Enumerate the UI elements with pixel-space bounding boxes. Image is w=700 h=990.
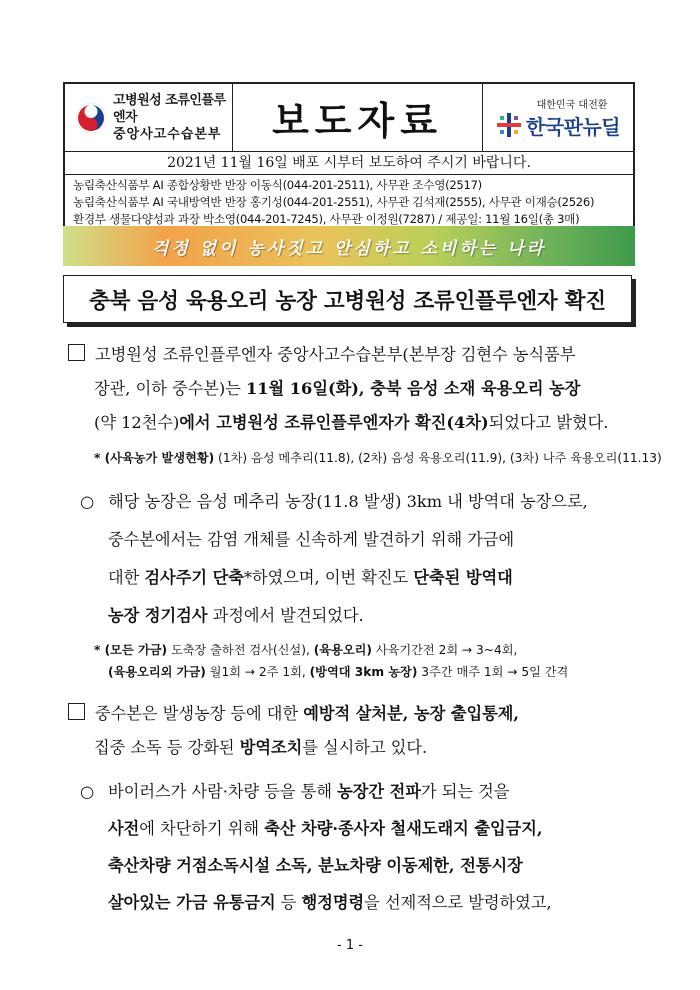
org-name-line2: 중앙사고수습본부 bbox=[113, 127, 222, 142]
text-run: 행정명령 bbox=[301, 893, 365, 912]
circle-bullet-icon: ○ bbox=[80, 782, 95, 801]
embargo-notice: 2021년 11월 16일 배포 시부터 보도하여 주시기 바랍니다. bbox=[65, 152, 633, 175]
footnote-line bbox=[94, 640, 517, 660]
paragraph-line bbox=[68, 697, 519, 731]
text-run: 과정에서 발견되었다. bbox=[207, 606, 364, 625]
headline: 충북 음성 육용오리 농장 고병원성 조류인플루엔자 확진 bbox=[89, 288, 606, 314]
paragraph-line bbox=[68, 338, 575, 372]
text-run: 에서 고병원성 조류인플루엔자가 확진(4차) bbox=[179, 413, 489, 432]
new-deal-logo-block bbox=[483, 84, 633, 151]
paragraph-line bbox=[80, 485, 588, 519]
paragraph-line bbox=[108, 599, 364, 633]
text-run: 방역조치 bbox=[239, 738, 303, 757]
footnote-line bbox=[108, 662, 568, 682]
text-run: 3주간 매주 1회 → 5일 간격 bbox=[417, 665, 569, 679]
text-run: 등 bbox=[275, 893, 302, 912]
text-run: 대한 bbox=[108, 568, 145, 587]
paragraph-line bbox=[94, 372, 580, 406]
header-top-row bbox=[65, 84, 633, 152]
org-name-line1: 고병원성 조류인플루엔자 bbox=[113, 93, 226, 125]
text-run: 축산 차량·종사자 철새도래지 출입금지, bbox=[264, 819, 543, 838]
text-run: (방역대 3km 농장) bbox=[309, 665, 418, 679]
footnote-line bbox=[94, 448, 662, 468]
text-run: 예방적 살처분, 농장 출입통제, bbox=[303, 704, 520, 723]
text-run: 살아있는 가금 유통금지 bbox=[108, 893, 276, 912]
text-run: 고병원성 조류인플루엔자 중앙사고수습본부(본부장 김현수 농식품부 bbox=[95, 345, 576, 364]
text-run: 에 차단하기 위해 bbox=[139, 819, 265, 838]
contact-line: 환경부 생물다양성과 과장 박소영(044-201-7245), 사무관 이정원(7287) / 제공일: 11월 16일(총 3매) bbox=[73, 212, 580, 226]
text-run: 검사주기 단축 bbox=[144, 568, 244, 587]
text-run: 장관, 이하 중수본)는 bbox=[94, 379, 246, 398]
slogan-banner bbox=[63, 226, 635, 266]
page-number: - 1 - bbox=[337, 938, 363, 953]
text-run: * (사육농가 발생현황) bbox=[94, 451, 215, 465]
text-run: 축산차량 거점소독시설 소독, 분뇨차량 이동제한, 전통시장 bbox=[108, 856, 523, 875]
text-run: 을 선제적으로 발령하였고, bbox=[364, 893, 552, 912]
text-run: 되었다고 밝혔다. bbox=[488, 413, 609, 432]
ministry-logo-block bbox=[65, 84, 233, 151]
text-run: 바이러스가 사람·차량 등을 통해 bbox=[108, 782, 338, 801]
contact-line: 농림축산식품부 AI 국내방역반 반장 홍기성(044-201-2551), 사무관 김석재(2555), 사무관 이재승(2526) bbox=[73, 195, 595, 209]
paragraph-line bbox=[94, 406, 608, 440]
text-run: (1차) 음성 메추리(11.8), (2차) 음성 육용오리(11.9), (3차) 나주 육용오리(11.13) bbox=[214, 451, 662, 465]
paragraph-line bbox=[108, 849, 523, 883]
paragraph-line bbox=[108, 812, 543, 846]
text-run: 농장 정기검사 bbox=[108, 606, 208, 625]
text-run: (육용오리외 가금) bbox=[108, 665, 206, 679]
contact-line: 농림축산식품부 AI 종합상황반 반장 이동식(044-201-2511), 사무관 조수영(2517) bbox=[73, 178, 482, 192]
circle-bullet-icon: ○ bbox=[80, 492, 95, 511]
text-run: 중수본은 발생농장 등에 대한 bbox=[95, 704, 304, 723]
text-run: 를 실시하고 있다. bbox=[302, 738, 428, 757]
brand-title: 한국판뉴딜 bbox=[525, 114, 621, 139]
contact-list bbox=[65, 175, 633, 231]
taegeuk-emblem-icon bbox=[75, 102, 107, 134]
text-run: 중수본에서는 감염 개체를 신속하게 발견하기 위해 가금에 bbox=[108, 530, 515, 549]
paragraph-line bbox=[94, 731, 427, 765]
brand-subtitle: 대한민국 대전환 bbox=[536, 99, 608, 111]
text-run: *하였으며, 이번 확진도 bbox=[243, 568, 414, 587]
paragraph-line bbox=[108, 886, 552, 920]
text-run: 11월 16일(화) bbox=[246, 379, 359, 398]
headline-box bbox=[63, 275, 632, 323]
text-run: * (모든 가금) bbox=[94, 643, 168, 657]
text-run: 사육기간전 2회 → 3~4회, bbox=[371, 643, 518, 657]
paragraph-line bbox=[108, 561, 513, 595]
new-deal-logo-icon bbox=[496, 112, 522, 138]
text-run: 해당 농장은 음성 메추리 농장(11.8 발생) 3km 내 방역대 농장으로, bbox=[108, 492, 588, 511]
doc-type-title: 보도자료 bbox=[233, 84, 483, 151]
paragraph-line bbox=[80, 775, 509, 809]
text-run: 농장간 전파 bbox=[337, 782, 421, 801]
slogan-text: 걱정 없이 농사짓고 안심하고 소비하는 나라 bbox=[151, 238, 547, 259]
text-run: , 충북 음성 소재 육용오리 농장 bbox=[358, 379, 581, 398]
text-run: 월1회 → 2주 1회, bbox=[205, 665, 310, 679]
paragraph-line bbox=[108, 523, 514, 557]
text-run: 가 되는 것을 bbox=[420, 782, 510, 801]
square-bullet-icon bbox=[68, 344, 85, 361]
press-header bbox=[63, 82, 635, 233]
text-run: 집중 소독 등 강화된 bbox=[94, 738, 240, 757]
text-run: (육용오리) bbox=[313, 643, 372, 657]
text-run: 도축장 출하전 검사(신설), bbox=[167, 643, 314, 657]
text-run: 단축된 방역대 bbox=[413, 568, 513, 587]
text-run: (약 12천수) bbox=[94, 413, 180, 432]
text-run: 사전 bbox=[108, 819, 140, 838]
square-bullet-icon bbox=[68, 703, 85, 720]
